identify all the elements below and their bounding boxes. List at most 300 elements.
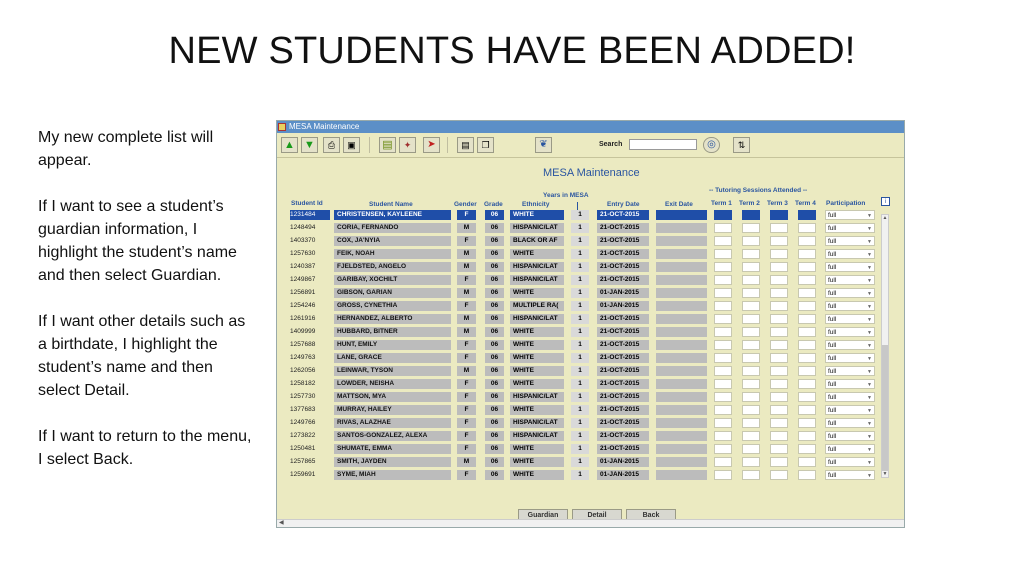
student-name-cell[interactable]: MURRAY, HAILEY: [334, 405, 451, 415]
term4-cell[interactable]: [798, 275, 816, 285]
grade-cell[interactable]: 06: [485, 314, 504, 324]
run-icon[interactable]: ❦: [535, 137, 552, 153]
grade-cell[interactable]: 06: [485, 353, 504, 363]
gender-cell[interactable]: M: [457, 457, 476, 467]
term2-cell[interactable]: [742, 249, 760, 259]
copy-icon[interactable]: ❐: [477, 137, 494, 153]
up-arrow-icon[interactable]: ▲: [281, 137, 298, 153]
exit-date-cell[interactable]: [656, 340, 707, 350]
years-cell[interactable]: 1: [571, 444, 589, 454]
term4-cell[interactable]: [798, 431, 816, 441]
student-name-cell[interactable]: SYME, MIAH: [334, 470, 451, 480]
exit-date-cell[interactable]: [656, 405, 707, 415]
years-cell[interactable]: 1: [571, 470, 589, 480]
term4-cell[interactable]: [798, 340, 816, 350]
participation-select[interactable]: full ▼: [825, 418, 875, 428]
years-cell[interactable]: 1: [571, 314, 589, 324]
gender-cell[interactable]: F: [457, 405, 476, 415]
years-cell[interactable]: 1: [571, 275, 589, 285]
exit-date-cell[interactable]: [656, 288, 707, 298]
student-id-cell[interactable]: 1258182: [290, 380, 316, 387]
gender-cell[interactable]: F: [457, 418, 476, 428]
chevron-down-icon[interactable]: ▼: [867, 408, 872, 414]
term1-cell[interactable]: [714, 249, 732, 259]
years-cell[interactable]: 1: [571, 236, 589, 246]
back-button[interactable]: Back: [626, 509, 676, 520]
ethnicity-cell[interactable]: WHITE: [510, 457, 564, 467]
term3-cell[interactable]: [770, 223, 788, 233]
term1-cell[interactable]: [714, 262, 732, 272]
participation-select[interactable]: full ▼: [825, 353, 875, 363]
horizontal-scrollbar[interactable]: [277, 519, 904, 527]
gender-cell[interactable]: F: [457, 340, 476, 350]
participation-select[interactable]: full ▼: [825, 288, 875, 298]
ethnicity-cell[interactable]: WHITE: [510, 327, 564, 337]
gender-cell[interactable]: F: [457, 392, 476, 402]
participation-select[interactable]: full ▼: [825, 262, 875, 272]
student-id-cell[interactable]: 1249867: [290, 276, 316, 283]
ethnicity-cell[interactable]: WHITE: [510, 444, 564, 454]
entry-date-cell[interactable]: 21-OCT-2015: [597, 353, 649, 363]
chevron-down-icon[interactable]: ▼: [867, 252, 872, 258]
grade-cell[interactable]: 06: [485, 288, 504, 298]
record-info-icon[interactable]: i: [881, 197, 890, 206]
ethnicity-cell[interactable]: HISPANIC/LAT: [510, 418, 564, 428]
term2-cell[interactable]: [742, 314, 760, 324]
scroll-thumb[interactable]: [882, 345, 888, 471]
grade-cell[interactable]: 06: [485, 405, 504, 415]
entry-date-cell[interactable]: 01-JAN-2015: [597, 470, 649, 480]
term1-cell[interactable]: [714, 405, 732, 415]
chevron-down-icon[interactable]: ▼: [867, 382, 872, 388]
entry-date-cell[interactable]: 21-OCT-2015: [597, 405, 649, 415]
ethnicity-cell[interactable]: HISPANIC/LAT: [510, 314, 564, 324]
student-name-cell[interactable]: GIBSON, GARIAN: [334, 288, 451, 298]
entry-date-cell[interactable]: 21-OCT-2015: [597, 249, 649, 259]
student-name-cell[interactable]: COX, JA'NYIA: [334, 236, 451, 246]
sort-icon[interactable]: ⇅: [733, 137, 750, 153]
gender-cell[interactable]: F: [457, 236, 476, 246]
entry-date-cell[interactable]: 21-OCT-2015: [597, 314, 649, 324]
search-input[interactable]: [629, 139, 697, 150]
detail-button[interactable]: Detail: [572, 509, 622, 520]
participation-select[interactable]: full ▼: [825, 223, 875, 233]
participation-select[interactable]: full ▼: [825, 275, 875, 285]
chevron-down-icon[interactable]: ▼: [867, 213, 872, 219]
term3-cell[interactable]: [770, 210, 788, 220]
save-icon[interactable]: ▣: [343, 137, 360, 153]
term2-cell[interactable]: [742, 301, 760, 311]
exit-date-cell[interactable]: [656, 470, 707, 480]
chevron-down-icon[interactable]: ▼: [867, 226, 872, 232]
gender-cell[interactable]: M: [457, 223, 476, 233]
term2-cell[interactable]: [742, 444, 760, 454]
entry-date-cell[interactable]: 21-OCT-2015: [597, 431, 649, 441]
gender-cell[interactable]: M: [457, 314, 476, 324]
ethnicity-cell[interactable]: HISPANIC/LAT: [510, 431, 564, 441]
term4-cell[interactable]: [798, 262, 816, 272]
gender-cell[interactable]: F: [457, 301, 476, 311]
chevron-down-icon[interactable]: ▼: [867, 421, 872, 427]
term2-cell[interactable]: [742, 262, 760, 272]
term2-cell[interactable]: [742, 210, 760, 220]
student-name-cell[interactable]: FJELDSTED, ANGELO: [334, 262, 451, 272]
chevron-down-icon[interactable]: ▼: [867, 447, 872, 453]
student-name-cell[interactable]: LOWDER, NEISHA: [334, 379, 451, 389]
term2-cell[interactable]: [742, 236, 760, 246]
term2-cell[interactable]: [742, 366, 760, 376]
student-id-cell[interactable]: 1273822: [290, 432, 316, 439]
student-id-cell[interactable]: 1231484: [290, 210, 330, 220]
chevron-down-icon[interactable]: ▼: [867, 473, 872, 479]
exit-date-cell[interactable]: [656, 249, 707, 259]
term3-cell[interactable]: [770, 340, 788, 350]
participation-select[interactable]: full ▼: [825, 236, 875, 246]
term2-cell[interactable]: [742, 275, 760, 285]
term1-cell[interactable]: [714, 392, 732, 402]
exit-date-cell[interactable]: [656, 392, 707, 402]
exit-date-cell[interactable]: [656, 379, 707, 389]
student-name-cell[interactable]: CORIA, FERNANDO: [334, 223, 451, 233]
grade-cell[interactable]: 06: [485, 470, 504, 480]
gender-cell[interactable]: M: [457, 288, 476, 298]
term3-cell[interactable]: [770, 405, 788, 415]
term4-cell[interactable]: [798, 392, 816, 402]
years-cell[interactable]: 1: [571, 366, 589, 376]
gender-cell[interactable]: F: [457, 275, 476, 285]
years-cell[interactable]: 1: [571, 249, 589, 259]
gender-cell[interactable]: F: [457, 444, 476, 454]
gender-cell[interactable]: M: [457, 327, 476, 337]
term4-cell[interactable]: [798, 314, 816, 324]
student-id-cell[interactable]: 1257730: [290, 393, 316, 400]
term4-cell[interactable]: [798, 366, 816, 376]
entry-date-cell[interactable]: 21-OCT-2015: [597, 236, 649, 246]
entry-date-cell[interactable]: 21-OCT-2015: [597, 444, 649, 454]
term1-cell[interactable]: [714, 470, 732, 480]
term3-cell[interactable]: [770, 379, 788, 389]
years-cell[interactable]: 1: [571, 405, 589, 415]
chevron-down-icon[interactable]: ▼: [867, 343, 872, 349]
entry-date-cell[interactable]: 01-JAN-2015: [597, 457, 649, 467]
student-id-cell[interactable]: 1377683: [290, 406, 316, 413]
chevron-down-icon[interactable]: ▼: [867, 291, 872, 297]
years-cell[interactable]: 1: [571, 288, 589, 298]
chevron-down-icon[interactable]: ▼: [867, 356, 872, 362]
term3-cell[interactable]: [770, 457, 788, 467]
participation-select[interactable]: full ▼: [825, 301, 875, 311]
term2-cell[interactable]: [742, 457, 760, 467]
term3-cell[interactable]: [770, 327, 788, 337]
chevron-down-icon[interactable]: ▼: [867, 304, 872, 310]
participation-select[interactable]: full ▼: [825, 392, 875, 402]
chevron-down-icon[interactable]: ▼: [867, 265, 872, 271]
entry-date-cell[interactable]: 01-JAN-2015: [597, 288, 649, 298]
exit-date-cell[interactable]: [656, 353, 707, 363]
term2-cell[interactable]: [742, 392, 760, 402]
gender-cell[interactable]: M: [457, 262, 476, 272]
grade-cell[interactable]: 06: [485, 301, 504, 311]
term3-cell[interactable]: [770, 431, 788, 441]
exit-date-cell[interactable]: [656, 223, 707, 233]
term4-cell[interactable]: [798, 418, 816, 428]
screen-icon[interactable]: ▤: [457, 137, 474, 153]
student-id-cell[interactable]: 1257865: [290, 458, 316, 465]
term2-cell[interactable]: [742, 327, 760, 337]
ethnicity-cell[interactable]: MULTIPLE RA(: [510, 301, 564, 311]
term4-cell[interactable]: [798, 210, 816, 220]
term3-cell[interactable]: [770, 418, 788, 428]
grade-cell[interactable]: 06: [485, 392, 504, 402]
years-cell[interactable]: 1: [571, 327, 589, 337]
entry-date-cell[interactable]: 01-JAN-2015: [597, 301, 649, 311]
student-name-cell[interactable]: GARIBAY, XOCHILT: [334, 275, 451, 285]
term1-cell[interactable]: [714, 340, 732, 350]
term1-cell[interactable]: [714, 327, 732, 337]
exit-date-cell[interactable]: [656, 418, 707, 428]
term3-cell[interactable]: [770, 444, 788, 454]
term2-cell[interactable]: [742, 418, 760, 428]
years-cell[interactable]: 1: [571, 353, 589, 363]
term1-cell[interactable]: [714, 288, 732, 298]
term1-cell[interactable]: [714, 314, 732, 324]
ethnicity-cell[interactable]: WHITE: [510, 340, 564, 350]
student-id-cell[interactable]: 1249766: [290, 419, 316, 426]
ethnicity-cell[interactable]: BLACK OR AF: [510, 236, 564, 246]
exit-date-cell[interactable]: [656, 275, 707, 285]
student-name-cell[interactable]: SHUMATE, EMMA: [334, 444, 451, 454]
participation-select[interactable]: full ▼: [825, 470, 875, 480]
exit-date-cell[interactable]: [656, 236, 707, 246]
ethnicity-cell[interactable]: WHITE: [510, 249, 564, 259]
term4-cell[interactable]: [798, 223, 816, 233]
grade-cell[interactable]: 06: [485, 210, 504, 220]
gender-cell[interactable]: M: [457, 366, 476, 376]
down-arrow-icon[interactable]: ▼: [301, 137, 318, 153]
student-id-cell[interactable]: 1248494: [290, 224, 316, 231]
years-cell[interactable]: 1: [571, 223, 589, 233]
grade-cell[interactable]: 06: [485, 275, 504, 285]
term4-cell[interactable]: [798, 405, 816, 415]
participation-select[interactable]: full ▼: [825, 457, 875, 467]
term4-cell[interactable]: [798, 327, 816, 337]
student-name-cell[interactable]: LEINWAR, TYSON: [334, 366, 451, 376]
years-cell[interactable]: 1: [571, 301, 589, 311]
term4-cell[interactable]: [798, 444, 816, 454]
ethnicity-cell[interactable]: WHITE: [510, 379, 564, 389]
exit-date-cell[interactable]: [656, 262, 707, 272]
student-id-cell[interactable]: 1254246: [290, 302, 316, 309]
exit-date-cell[interactable]: [656, 444, 707, 454]
entry-date-cell[interactable]: 21-OCT-2015: [597, 327, 649, 337]
grade-cell[interactable]: 06: [485, 327, 504, 337]
term2-cell[interactable]: [742, 405, 760, 415]
entry-date-cell[interactable]: 21-OCT-2015: [597, 275, 649, 285]
term3-cell[interactable]: [770, 314, 788, 324]
term4-cell[interactable]: [798, 236, 816, 246]
entry-date-cell[interactable]: 21-OCT-2015: [597, 210, 649, 220]
term3-cell[interactable]: [770, 470, 788, 480]
student-id-cell[interactable]: 1250481: [290, 445, 316, 452]
student-name-cell[interactable]: HERNANDEZ, ALBERTO: [334, 314, 451, 324]
student-id-cell[interactable]: 1262056: [290, 367, 316, 374]
student-id-cell[interactable]: 1249763: [290, 354, 316, 361]
entry-date-cell[interactable]: 21-OCT-2015: [597, 366, 649, 376]
grade-cell[interactable]: 06: [485, 379, 504, 389]
participation-select[interactable]: full ▼: [825, 431, 875, 441]
ethnicity-cell[interactable]: HISPANIC/LAT: [510, 262, 564, 272]
term4-cell[interactable]: [798, 470, 816, 480]
term1-cell[interactable]: [714, 301, 732, 311]
chevron-down-icon[interactable]: ▼: [867, 330, 872, 336]
term2-cell[interactable]: [742, 353, 760, 363]
scroll-left-icon[interactable]: ◀: [279, 520, 284, 526]
term4-cell[interactable]: [798, 288, 816, 298]
term2-cell[interactable]: [742, 470, 760, 480]
term2-cell[interactable]: [742, 431, 760, 441]
student-name-cell[interactable]: CHRISTENSEN, KAYLEENE: [334, 210, 451, 220]
student-id-cell[interactable]: 1403370: [290, 237, 316, 244]
chevron-down-icon[interactable]: ▼: [867, 369, 872, 375]
term4-cell[interactable]: [798, 379, 816, 389]
grade-cell[interactable]: 06: [485, 249, 504, 259]
ethnicity-cell[interactable]: WHITE: [510, 353, 564, 363]
student-id-cell[interactable]: 1257630: [290, 250, 316, 257]
grade-cell[interactable]: 06: [485, 262, 504, 272]
years-cell[interactable]: 1: [571, 210, 589, 220]
entry-date-cell[interactable]: 21-OCT-2015: [597, 262, 649, 272]
term3-cell[interactable]: [770, 301, 788, 311]
term1-cell[interactable]: [714, 379, 732, 389]
clipboard-icon[interactable]: ▤: [379, 137, 396, 153]
term4-cell[interactable]: [798, 301, 816, 311]
term1-cell[interactable]: [714, 418, 732, 428]
term4-cell[interactable]: [798, 249, 816, 259]
exit-date-cell[interactable]: [656, 301, 707, 311]
exit-date-cell[interactable]: [656, 457, 707, 467]
chevron-down-icon[interactable]: ▼: [867, 460, 872, 466]
term1-cell[interactable]: [714, 353, 732, 363]
ethnicity-cell[interactable]: HISPANIC/LAT: [510, 392, 564, 402]
entry-date-cell[interactable]: 21-OCT-2015: [597, 418, 649, 428]
grade-cell[interactable]: 06: [485, 366, 504, 376]
student-name-cell[interactable]: SANTOS-GONZALEZ, ALEXA: [334, 431, 451, 441]
vertical-scrollbar[interactable]: [881, 214, 889, 478]
grade-cell[interactable]: 06: [485, 418, 504, 428]
student-name-cell[interactable]: FEIK, NOAH: [334, 249, 451, 259]
term3-cell[interactable]: [770, 275, 788, 285]
grade-cell[interactable]: 06: [485, 444, 504, 454]
exit-icon[interactable]: ➤: [423, 137, 440, 153]
student-id-cell[interactable]: 1409999: [290, 328, 316, 335]
term3-cell[interactable]: [770, 236, 788, 246]
student-id-cell[interactable]: 1261916: [290, 315, 316, 322]
term3-cell[interactable]: [770, 262, 788, 272]
exit-date-cell[interactable]: [656, 366, 707, 376]
term1-cell[interactable]: [714, 366, 732, 376]
participation-select[interactable]: full ▼: [825, 340, 875, 350]
exit-date-cell[interactable]: [656, 314, 707, 324]
print-icon[interactable]: ⎙: [323, 137, 340, 153]
term2-cell[interactable]: [742, 288, 760, 298]
term1-cell[interactable]: [714, 223, 732, 233]
term1-cell[interactable]: [714, 444, 732, 454]
student-name-cell[interactable]: GROSS, CYNETHIA: [334, 301, 451, 311]
years-cell[interactable]: 1: [571, 431, 589, 441]
participation-select[interactable]: full ▼: [825, 210, 875, 220]
term3-cell[interactable]: [770, 249, 788, 259]
entry-date-cell[interactable]: 21-OCT-2015: [597, 379, 649, 389]
participation-select[interactable]: full ▼: [825, 379, 875, 389]
scroll-up-icon[interactable]: ▲: [882, 215, 888, 221]
years-cell[interactable]: 1: [571, 340, 589, 350]
exit-date-cell[interactable]: [656, 210, 707, 220]
gender-cell[interactable]: F: [457, 379, 476, 389]
student-id-cell[interactable]: 1257688: [290, 341, 316, 348]
years-cell[interactable]: 1: [571, 392, 589, 402]
gender-cell[interactable]: F: [457, 470, 476, 480]
grade-cell[interactable]: 06: [485, 223, 504, 233]
student-id-cell[interactable]: 1256891: [290, 289, 316, 296]
participation-select[interactable]: full ▼: [825, 249, 875, 259]
scroll-down-icon[interactable]: ▼: [882, 471, 888, 477]
term2-cell[interactable]: [742, 379, 760, 389]
student-name-cell[interactable]: MATTSON, MYA: [334, 392, 451, 402]
chevron-down-icon[interactable]: ▼: [867, 239, 872, 245]
chevron-down-icon[interactable]: ▼: [867, 317, 872, 323]
term1-cell[interactable]: [714, 431, 732, 441]
gender-cell[interactable]: M: [457, 249, 476, 259]
grade-cell[interactable]: 06: [485, 431, 504, 441]
ethnicity-cell[interactable]: WHITE: [510, 405, 564, 415]
participation-select[interactable]: full ▼: [825, 314, 875, 324]
ethnicity-cell[interactable]: WHITE: [510, 210, 564, 220]
term2-cell[interactable]: [742, 223, 760, 233]
years-cell[interactable]: 1: [571, 379, 589, 389]
exit-date-cell[interactable]: [656, 327, 707, 337]
term4-cell[interactable]: [798, 353, 816, 363]
chevron-down-icon[interactable]: ▼: [867, 434, 872, 440]
entry-date-cell[interactable]: 21-OCT-2015: [597, 340, 649, 350]
student-id-cell[interactable]: 1240387: [290, 263, 316, 270]
years-cell[interactable]: 1: [571, 457, 589, 467]
participation-select[interactable]: full ▼: [825, 366, 875, 376]
term4-cell[interactable]: [798, 457, 816, 467]
gender-cell[interactable]: F: [457, 353, 476, 363]
term3-cell[interactable]: [770, 366, 788, 376]
student-name-cell[interactable]: HUNT, EMILY: [334, 340, 451, 350]
grade-cell[interactable]: 06: [485, 236, 504, 246]
term2-cell[interactable]: [742, 340, 760, 350]
term1-cell[interactable]: [714, 236, 732, 246]
ethnicity-cell[interactable]: WHITE: [510, 470, 564, 480]
chevron-down-icon[interactable]: ▼: [867, 395, 872, 401]
student-name-cell[interactable]: LANE, GRACE: [334, 353, 451, 363]
ethnicity-cell[interactable]: HISPANIC/LAT: [510, 223, 564, 233]
years-cell[interactable]: 1: [571, 262, 589, 272]
ethnicity-cell[interactable]: WHITE: [510, 366, 564, 376]
term3-cell[interactable]: [770, 353, 788, 363]
term1-cell[interactable]: [714, 210, 732, 220]
student-id-cell[interactable]: 1259691: [290, 471, 316, 478]
gender-cell[interactable]: F: [457, 431, 476, 441]
entry-date-cell[interactable]: 21-OCT-2015: [597, 392, 649, 402]
guardian-button[interactable]: Guardian: [518, 509, 568, 520]
participation-select[interactable]: full ▼: [825, 405, 875, 415]
participation-select[interactable]: full ▼: [825, 327, 875, 337]
ethnicity-cell[interactable]: HISPANIC/LAT: [510, 275, 564, 285]
term3-cell[interactable]: [770, 288, 788, 298]
